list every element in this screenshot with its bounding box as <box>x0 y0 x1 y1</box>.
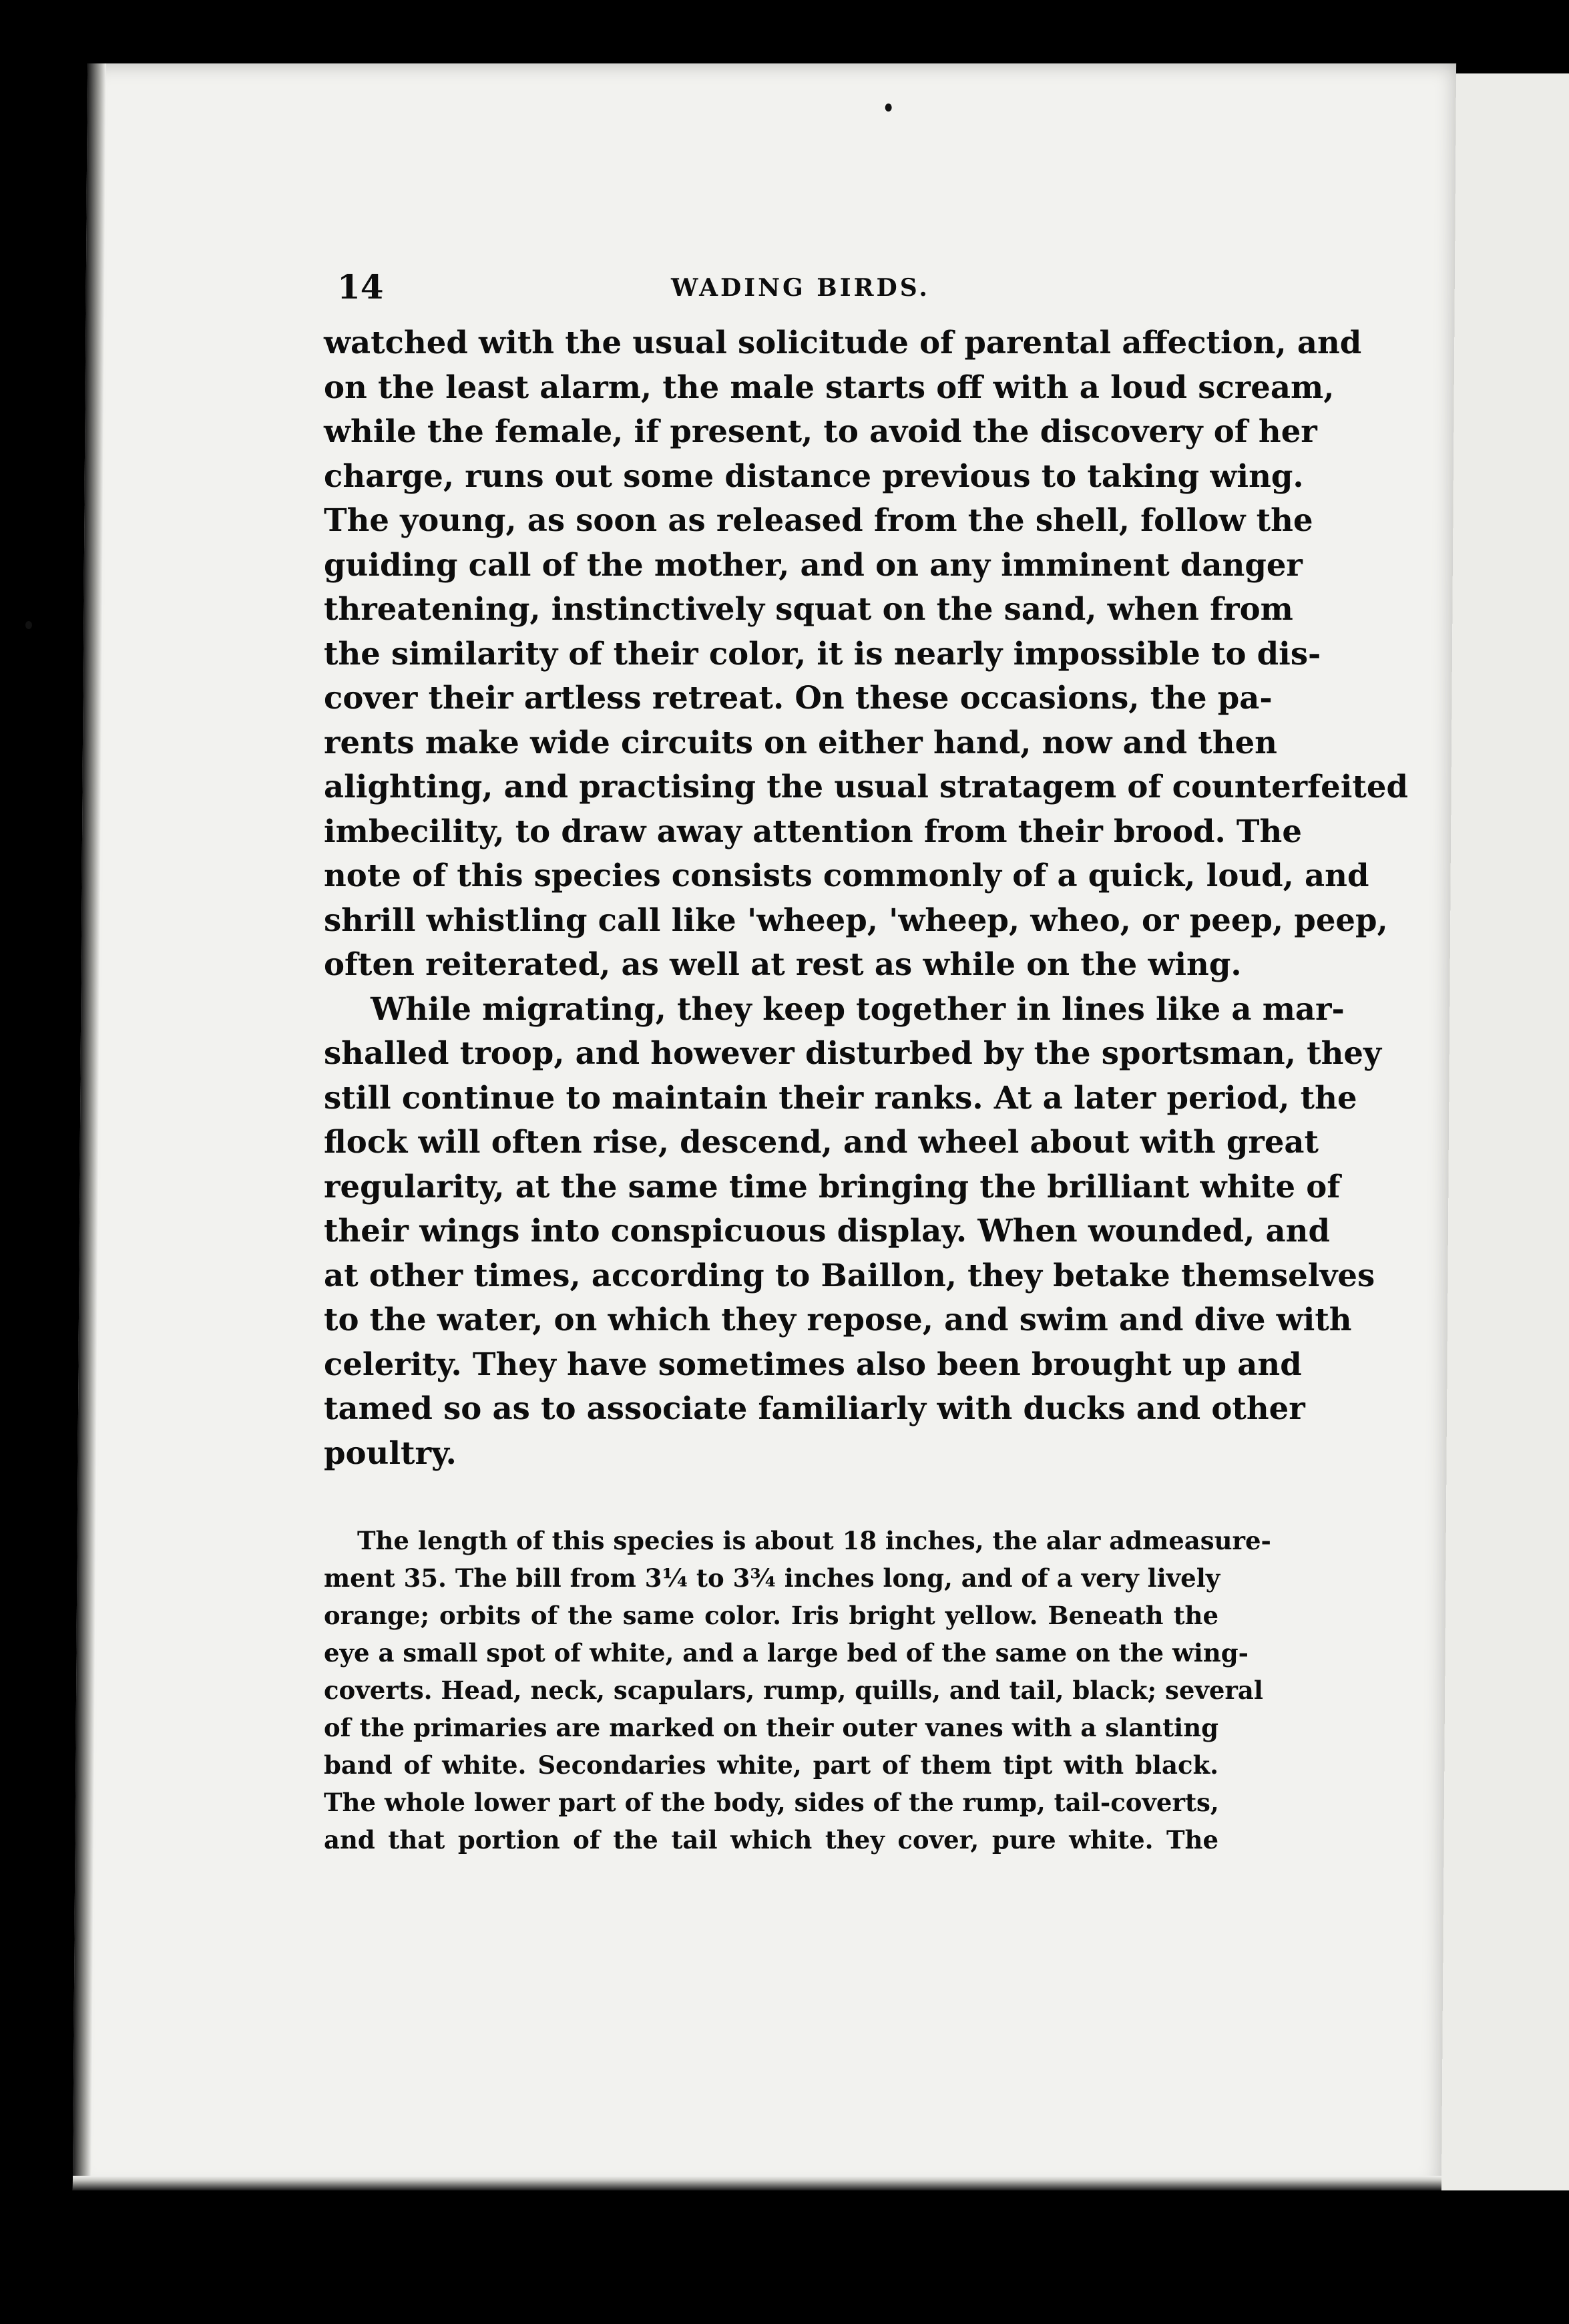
facing-page-edge <box>1435 73 1569 2190</box>
body-line: often reiterated, as well at rest as while on the wing. <box>324 946 1242 982</box>
note-line: orange; orbits of the same color. Iris bright yellow. Beneath the <box>324 1601 1218 1630</box>
body-line: note of this species consists commonly of a quick, loud, and <box>324 857 1369 894</box>
body-line: The young, as soon as released from the shell, follow the <box>324 502 1313 538</box>
body-line: tamed so as to associate familiarly with ducks and other <box>324 1390 1305 1426</box>
body-line: imbecility, to draw away attention from their brood. The <box>324 812 1302 849</box>
body-line: shalled troop, and however disturbed by the sportsman, they <box>324 1034 1381 1071</box>
body-line: regularity, at the same time bringing the brilliant white of <box>324 1167 1341 1205</box>
body-line: charge, runs out some distance previous to taking wing. <box>324 457 1304 494</box>
body-line: at other times, according to Baillon, they betake themselves <box>324 1256 1375 1294</box>
body-line: alighting, and practising the usual stratagem of counterfeited <box>324 768 1408 805</box>
note-line: coverts. Head, neck, scapulars, rump, quills, and tail, black; several <box>324 1676 1263 1705</box>
species-description-note <box>324 1522 1271 1859</box>
note-line: of the primaries are marked on their outer vanes with a slanting <box>324 1713 1218 1742</box>
running-head: WADING BIRDS. <box>671 274 930 302</box>
body-line: the similarity of their color, it is nearly impossible to dis- <box>324 634 1321 672</box>
note-line: and that portion of the tail which they cover, pure white. The <box>324 1825 1218 1855</box>
ink-speck <box>885 104 892 112</box>
body-line: on the least alarm, the male starts off with a loud scream, <box>324 368 1335 405</box>
body-line: to the water, on which they repose, and swim and dive with <box>324 1301 1352 1338</box>
body-line: cover their artless retreat. On these occasions, the pa- <box>324 679 1273 716</box>
note-line: The length of this species is about 18 inches, the alar admeasure- <box>357 1526 1271 1555</box>
body-line: While migrating, they keep together in lines like a mar- <box>371 990 1345 1027</box>
body-line: celerity. They have sometimes also been brought up and <box>324 1345 1302 1382</box>
body-line: threatening, instinctively squat on the sand, when from <box>324 590 1293 627</box>
note-line: ment 35. The bill from 3¼ to 3¾ inches long, and of a very lively <box>324 1563 1220 1593</box>
page-number: 14 <box>337 267 384 307</box>
note-line: band of white. Secondaries white, part of them tipt with black. <box>324 1750 1218 1780</box>
body-line: flock will often rise, descend, and wheel about with great <box>324 1123 1319 1160</box>
body-line: poultry. <box>324 1434 457 1471</box>
body-line: watched with the usual solicitude of parental affection, and <box>324 324 1362 361</box>
note-line: The whole lower part of the body, sides of the rump, tail-coverts, <box>324 1788 1219 1817</box>
note-line: eye a small spot of white, and a large bed of the same on the wing- <box>324 1638 1249 1668</box>
body-paragraphs <box>324 321 1408 1475</box>
body-line: while the female, if present, to avoid the discovery of her <box>324 413 1317 449</box>
body-line: guiding call of the mother, and on any imminent danger <box>324 546 1303 583</box>
body-line: still continue to maintain their ranks. At a later period, the <box>324 1079 1357 1116</box>
page-content <box>324 267 1408 1859</box>
body-line: their wings into conspicuous display. When wounded, and <box>324 1212 1331 1249</box>
body-line: rents make wide circuits on either hand, now and then <box>324 723 1277 761</box>
page-header <box>324 267 1252 321</box>
body-line: shrill whistling call like 'wheep, 'wheep, wheo, or peep, peep, <box>324 901 1388 938</box>
edge-speck <box>25 621 32 629</box>
